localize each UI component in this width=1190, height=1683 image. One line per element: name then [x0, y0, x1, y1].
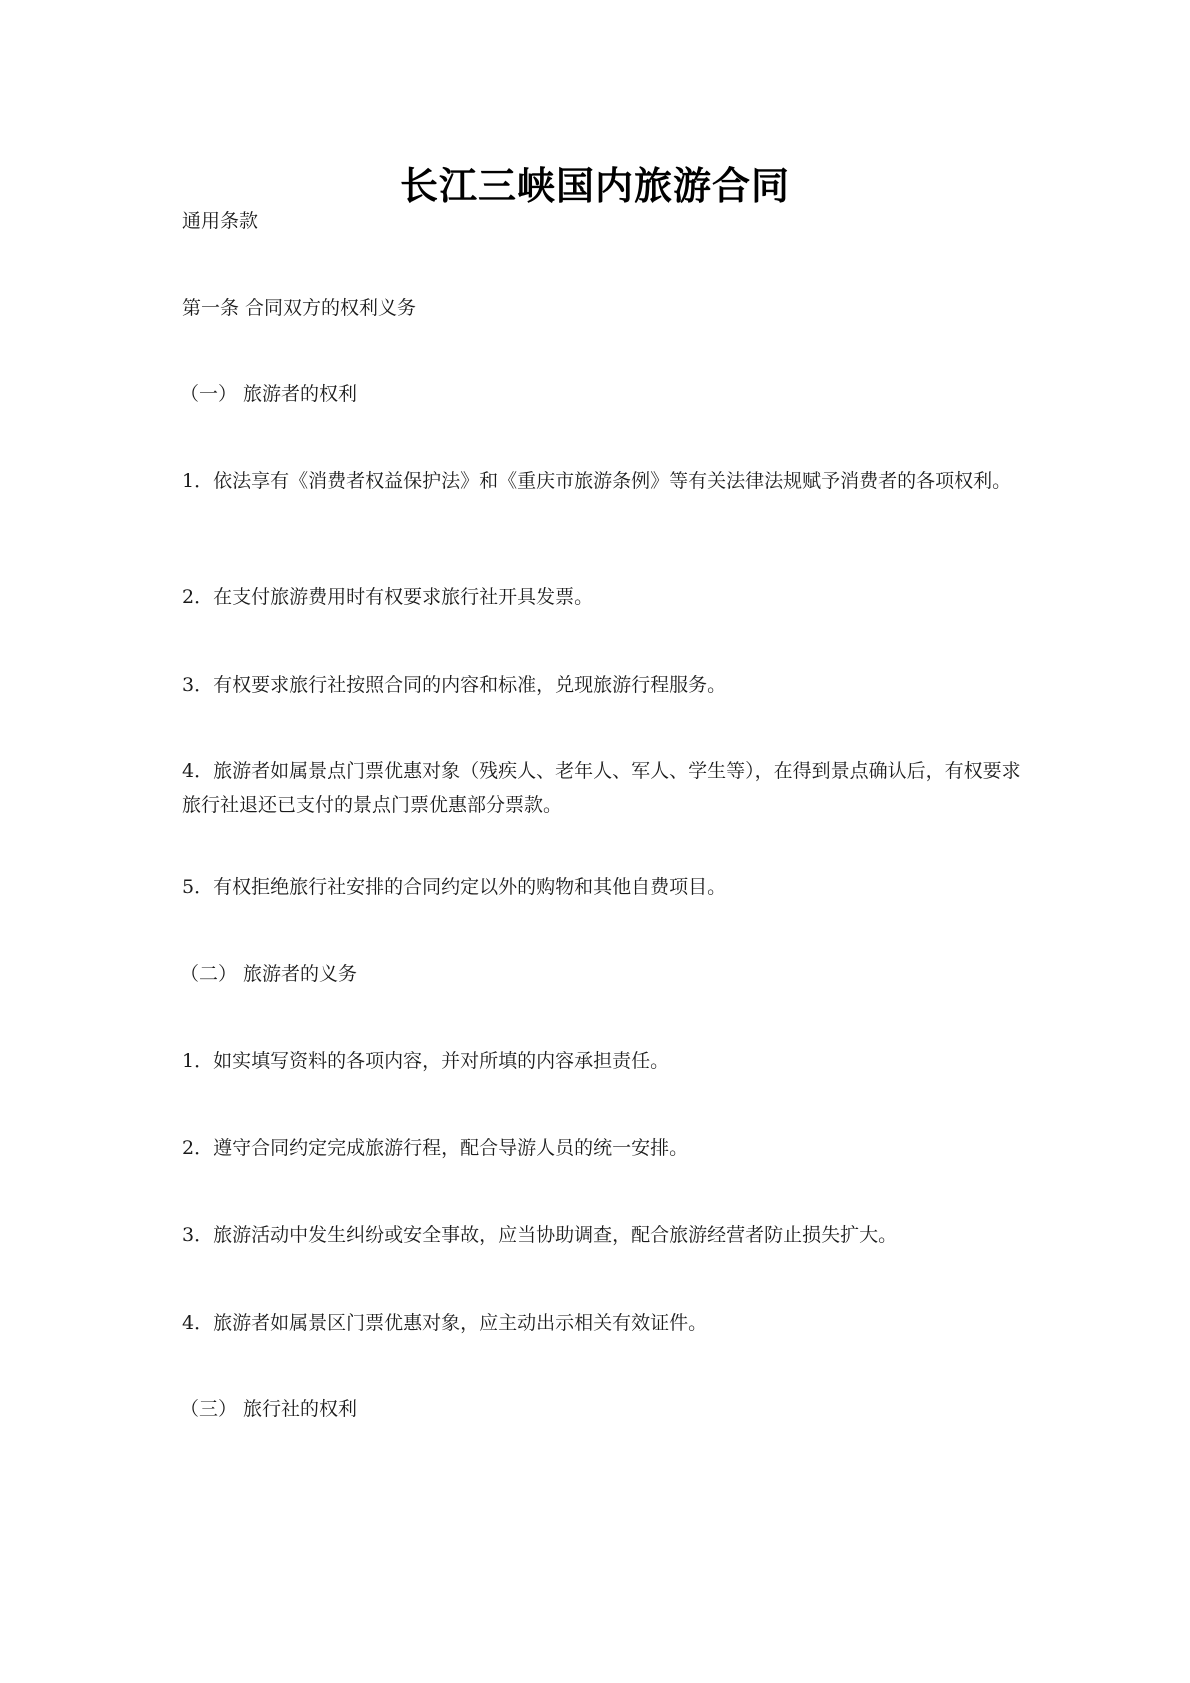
section-2-item-1: 1．如实填写资料的各项内容，并对所填的内容承担责任。 — [182, 1050, 670, 1072]
section-1-item-1: 1．依法享有《消费者权益保护法》和《重庆市旅游条例》等有关法律法规赋予消费者的各项权利。 — [182, 470, 1012, 492]
section-2-item-2: 2．遵守合同约定完成旅游行程，配合导游人员的统一安排。 — [182, 1137, 689, 1159]
general-terms-label: 通用条款 — [182, 210, 259, 232]
section-1-item-3: 3．有权要求旅行社按照合同的内容和标准，兑现旅游行程服务。 — [182, 674, 727, 696]
section-1-item-5: 5．有权拒绝旅行社安排的合同约定以外的购物和其他自费项目。 — [182, 876, 727, 898]
document-title: 长江三峡国内旅游合同 — [399, 164, 790, 208]
section-1-item-2: 2．在支付旅游费用时有权要求旅行社开具发票。 — [182, 586, 594, 608]
section-2-item-4: 4．旅游者如属景区门票优惠对象，应主动出示相关有效证件。 — [182, 1312, 708, 1334]
section-3-heading: （三） 旅行社的权利 — [180, 1398, 358, 1420]
section-1-item-4: 4．旅游者如属景点门票优惠对象（残疾人、老年人、军人、学生等），在得到景点确认后，有权要求旅行社退还已支付的景点门票优惠部分票款。 — [182, 760, 1021, 816]
section-1-heading: （一） 旅游者的权利 — [180, 383, 358, 405]
section-2-heading: （二） 旅游者的义务 — [180, 963, 358, 985]
article-1-heading: 第一条 合同双方的权利义务 — [182, 297, 417, 319]
section-2-item-3: 3．旅游活动中发生纠纷或安全事故，应当协助调查，配合旅游经营者防止损失扩大。 — [182, 1224, 898, 1246]
